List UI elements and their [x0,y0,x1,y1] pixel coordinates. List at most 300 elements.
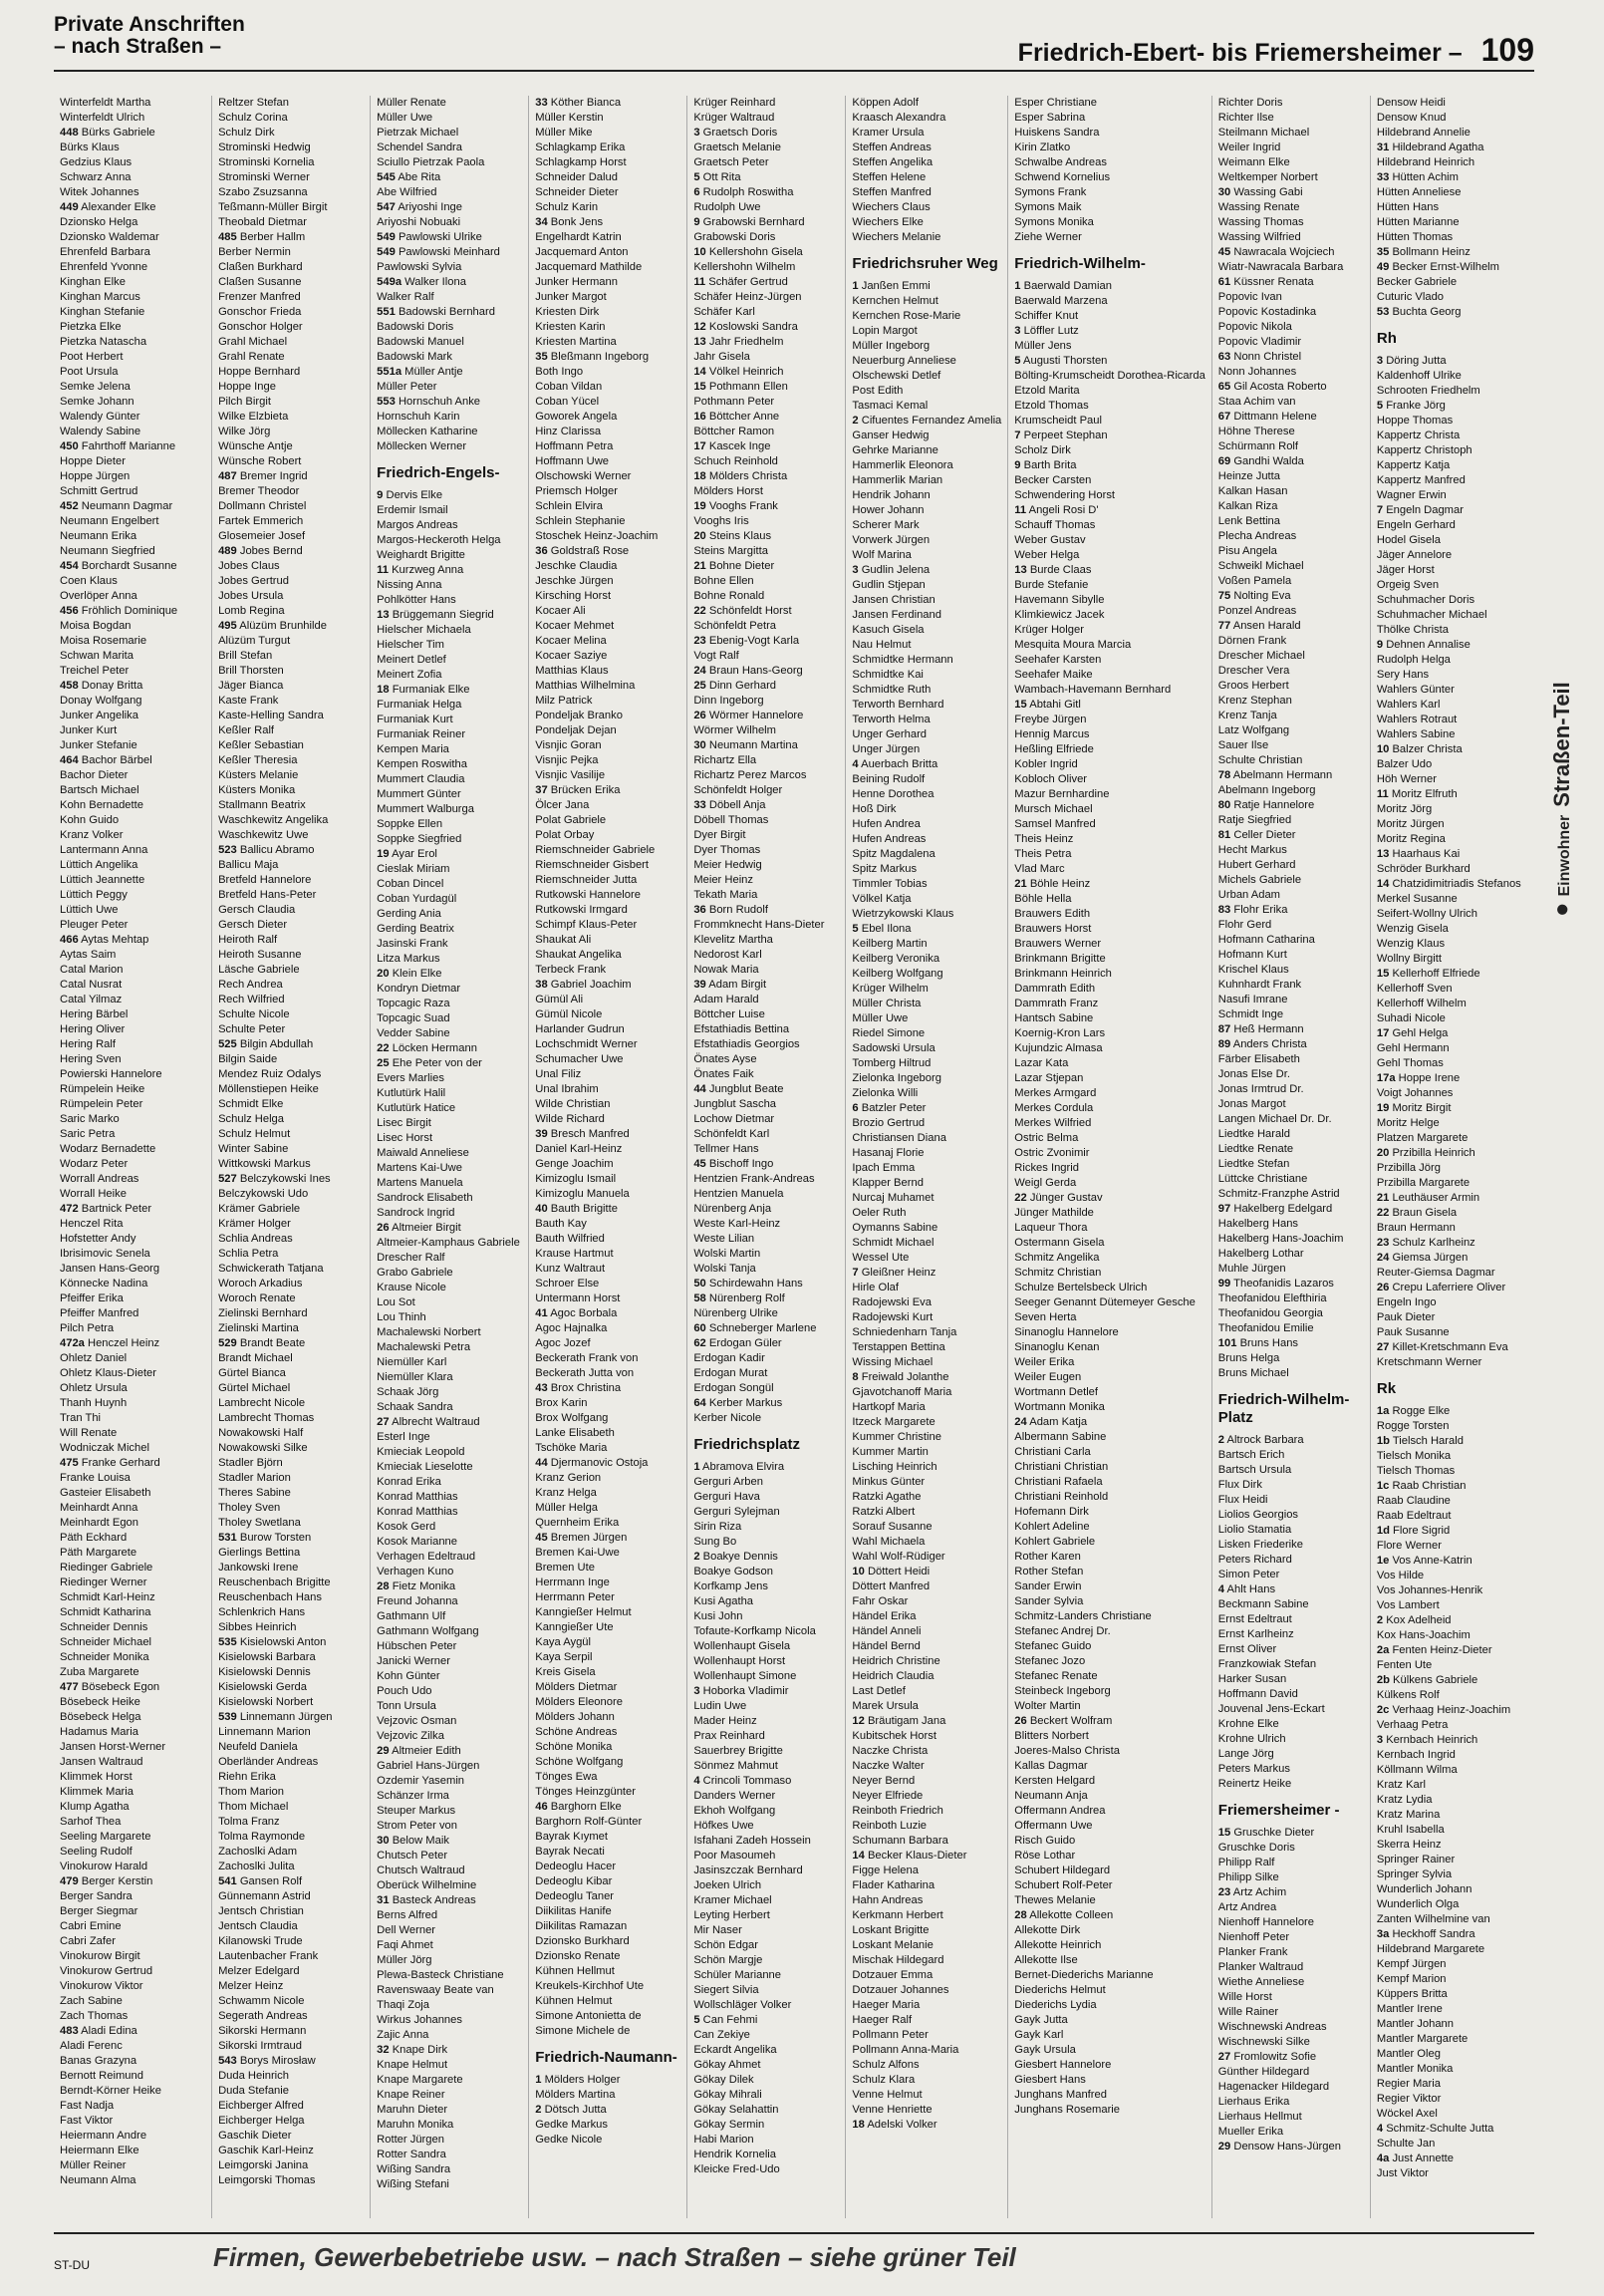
resident-entry [852,593,1001,608]
resident-name: Pfeiffer Manfred [60,1307,139,1319]
resident-entry [693,1684,839,1699]
resident-name: Böhle Hella [1014,893,1072,905]
resident-name: Oberländer Andreas [218,1756,319,1768]
resident-entry [1218,1142,1364,1157]
resident-name: Kusi John [693,1610,743,1622]
resident-entry [535,2103,680,2118]
resident-name: Quernheim Erika [535,1517,620,1529]
resident-name: Wunderlich Olga [1376,1898,1460,1910]
resident-entry [377,802,522,817]
resident-entry [1218,2080,1364,2095]
resident-entry [218,858,364,873]
resident-entry [1014,1281,1205,1295]
resident-name: Groos Herbert [1217,680,1289,692]
resident-name: Semke Jelena [60,381,131,393]
resident-entry [377,1176,522,1191]
resident-name: Graetsch Melanie [693,142,781,153]
resident-name: Gerguri Arben [693,1476,763,1488]
resident-name: Popovic Nikola [1217,321,1292,333]
resident-name: Kohlert Adeline [1014,1521,1090,1533]
resident-entry [693,1535,839,1550]
resident-name: Merkes Wilfried [1014,1117,1092,1129]
resident-name: Gasteier Elisabeth [60,1487,151,1499]
resident-name: Krohne Elke [1217,1718,1279,1730]
resident-name: Kinghan Stefanie [60,306,145,318]
resident-entry [852,2118,1001,2133]
resident-entry [852,1101,1001,1116]
resident-name: Grabowski Doris [693,231,776,243]
house-number: 45 [535,1532,548,1544]
resident-entry [377,1520,522,1535]
resident-name: Unger Jürgen [852,743,921,755]
resident-name: Tielsch Harald [1392,1435,1464,1447]
resident-name: Agoc Jozef [535,1337,591,1349]
resident-name: Theres Sabine [218,1487,291,1499]
resident-name: Schuhmacher Doris [1376,594,1475,606]
resident-entry [1014,862,1205,877]
resident-name: Terworth Helma [852,714,931,725]
resident-name: Lautenbacher Frank [218,1950,319,1962]
resident-entry [377,937,522,952]
resident-name: Ansen Harald [1232,620,1301,632]
resident-entry [1377,922,1522,937]
resident-name: Linnemann Jürgen [239,1711,333,1723]
resident-entry [693,1351,839,1366]
resident-name: Gandhi Walda [1233,455,1304,467]
resident-name: Pauk Susanne [1376,1326,1450,1338]
resident-name: Kohlert Gabriele [1014,1536,1096,1548]
resident-name: Abramova Elvira [702,1461,785,1473]
resident-name: Keßler Sebastian [218,739,304,751]
resident-name: Schwickerath Tatjana [218,1263,324,1275]
resident-entry [852,1400,1001,1415]
street-heading: Friedrich-Wilhelm-Platz [1217,1391,1350,1426]
resident-entry [218,798,364,813]
resident-entry [377,877,522,892]
resident-name: Kalkan Hasan [1217,485,1288,497]
house-number: 1c [1376,1480,1390,1492]
resident-name: Gehl Thomas [1376,1057,1444,1069]
resident-entry [852,772,1001,787]
resident-name: Lambrecht Thomas [218,1412,315,1424]
resident-name: Erdogan Kadir [693,1352,765,1364]
resident-name: Schmidtke Ruth [852,684,932,696]
resident-entry [60,544,205,559]
resident-entry [535,350,680,365]
resident-entry [218,1994,364,2009]
resident-entry [693,499,839,514]
resident-entry [535,828,680,843]
resident-name: Meinhardt Egon [60,1517,138,1529]
house-number: 485 [218,231,237,243]
resident-name: Prax Reinhard [693,1730,765,1742]
resident-entry [1014,787,1205,802]
resident-name: Hübschen Peter [377,1640,457,1652]
resident-name: Borys Mirosław [239,2055,316,2067]
resident-entry [535,1142,680,1157]
house-number: 531 [218,1532,237,1544]
resident-name: Koernig-Kron Lars [1014,1027,1106,1039]
resident-name: Brauwers Horst [1014,923,1092,935]
resident-entry [693,1277,839,1292]
resident-entry [60,200,205,215]
resident-entry [1218,1538,1364,1553]
resident-name: Sung Bo [693,1536,737,1548]
resident-entry [852,1221,1001,1236]
resident-entry [1014,1430,1205,1445]
resident-entry [60,1815,205,1830]
resident-entry [218,2069,364,2084]
resident-entry [535,514,680,529]
resident-entry [1377,230,1522,245]
house-number: 452 [60,500,79,512]
resident-name: Gonschor Holger [218,321,303,333]
resident-name: Grabowski Bernhard [702,216,805,228]
resident-name: Wessel Ute [852,1252,910,1264]
resident-entry [1014,1864,1205,1878]
resident-entry [535,978,680,993]
resident-entry [693,1460,839,1475]
resident-entry [535,753,680,768]
resident-name: Grahl Michael [218,336,288,348]
resident-name: Rümpelein Heike [60,1083,145,1095]
resident-entry [377,425,522,439]
house-number: 5 [693,2014,700,2026]
resident-entry [1014,1146,1205,1161]
resident-entry [377,350,522,365]
resident-name: Wodniczak Michel [60,1442,149,1454]
resident-name: Moritz Jürgen [1376,818,1445,830]
resident-name: Semke Johann [60,396,134,408]
house-number: 33 [535,97,548,109]
resident-name: Wollny Birgitt [1376,953,1442,965]
resident-entry [218,2173,364,2188]
house-number: 64 [693,1397,706,1409]
directory-column [846,96,1008,2218]
resident-name: Kummer Christine [852,1431,941,1443]
resident-name: Tolma Franz [218,1816,280,1828]
resident-entry [535,858,680,873]
resident-name: Oberück Wilhelmine [377,1879,477,1891]
resident-name: Lou Sot [377,1296,415,1308]
resident-entry [377,2148,522,2162]
resident-name: Kriesten Martina [535,336,617,348]
resident-entry [60,126,205,141]
resident-entry [218,1202,364,1217]
resident-entry [1218,1202,1364,1217]
resident-name: Schmitt Gertrud [60,485,138,497]
resident-entry [218,111,364,126]
resident-name: Becker Ernst-Wilhelm [1392,261,1499,273]
resident-name: Diederichs Lydia [1014,1999,1097,2011]
resident-entry [1014,111,1205,126]
resident-name: Nonn Johannes [1217,366,1297,378]
resident-name: Laqueur Thora [1014,1222,1088,1234]
resident-entry [1014,2028,1205,2043]
resident-entry [218,514,364,529]
house-number: 9 [377,489,384,501]
resident-entry [1377,1748,1522,1763]
resident-entry [1377,2047,1522,2062]
resident-entry [60,1082,205,1097]
resident-name: Nawracala Wojciech [1233,246,1335,258]
resident-entry [1377,1041,1522,1056]
resident-name: Below Maik [392,1835,449,1847]
resident-name: Dedeoglu Hacer [535,1861,617,1872]
resident-name: Altmeier Edith [392,1745,461,1757]
house-number: 15 [693,381,706,393]
resident-entry [218,694,364,709]
resident-entry [218,1217,364,1232]
house-number: 5 [1376,400,1384,412]
resident-entry [218,141,364,155]
resident-entry [535,1247,680,1262]
resident-name: Hoppe Bernhard [218,366,301,378]
resident-entry [693,1789,839,1804]
resident-entry [377,1819,522,1834]
resident-name: Moisa Rosemarie [60,635,147,647]
resident-name: Neumann Martina [708,739,798,751]
resident-entry [535,664,680,679]
resident-name: Mölders Christa [708,470,788,482]
resident-entry [60,1501,205,1516]
resident-name: Just Viktor [1376,2167,1429,2179]
resident-entry [1377,215,1522,230]
resident-entry [377,1011,522,1026]
resident-name: Esper Sabrina [1014,112,1086,124]
resident-entry [1377,1355,1522,1370]
resident-entry [60,1037,205,1052]
resident-entry [535,1456,680,1471]
resident-entry [377,847,522,862]
resident-entry [1014,757,1205,772]
resident-entry [1014,922,1205,937]
resident-name: Ernst Edeltraut [1217,1613,1292,1625]
resident-entry [852,1430,1001,1445]
resident-entry [60,1426,205,1441]
house-number: 489 [218,545,237,557]
resident-name: Polat Orbay [535,829,595,841]
resident-name: Untermann Horst [535,1292,621,1304]
resident-name: Flux Heidi [1217,1494,1268,1506]
resident-entry [1218,395,1364,410]
resident-name: Krenz Stephan [1217,695,1292,707]
resident-entry [1377,1838,1522,1853]
resident-entry [1377,2017,1522,2032]
resident-name: Efstathiadis Georgios [693,1038,800,1050]
resident-entry [1218,1960,1364,1975]
resident-name: Ekhoh Wolfgang [693,1805,776,1817]
resident-name: Planker Frank [1217,1946,1288,1958]
resident-name: Bohne Dieter [708,560,775,572]
resident-name: Grabo Gabriele [377,1267,453,1279]
resident-entry [218,320,364,335]
resident-name: Jeschke Jürgen [535,575,614,587]
resident-name: Crepu Laferriere Oliver [1392,1282,1506,1293]
resident-name: Sadowski Ursula [852,1042,936,1054]
resident-entry [693,185,839,200]
resident-entry [535,1202,680,1217]
resident-name: Born Rudolf [708,904,768,916]
resident-name: Ozdemir Yasemin [377,1775,465,1787]
resident-entry [218,634,364,649]
resident-entry [693,514,839,529]
resident-entry [218,664,364,679]
resident-entry [535,1620,680,1635]
resident-entry [1218,1717,1364,1732]
resident-name: Pollmann Peter [852,2029,929,2041]
resident-name: Christiani Carla [1014,1446,1091,1458]
resident-entry [377,1684,522,1699]
resident-entry [852,802,1001,817]
resident-entry [377,141,522,155]
resident-name: Jonas Irmtrud Dr. [1217,1083,1304,1095]
resident-entry [60,1889,205,1904]
resident-name: Raab Claudine [1376,1495,1451,1507]
resident-name: Hildebrand Heinrich [1376,156,1475,168]
resident-name: Hornschuh Anke [398,396,481,408]
resident-name: Gerguri Sylejman [693,1506,780,1518]
house-number: 12 [693,321,706,333]
resident-entry [377,1774,522,1789]
resident-name: Wahlers Sabine [1376,728,1456,740]
resident-entry [218,96,364,111]
house-number: 464 [60,754,79,766]
resident-entry [1218,2020,1364,2035]
resident-entry [1218,589,1364,604]
house-number: 11 [1376,788,1389,800]
resident-name: Hoppe Jürgen [60,470,131,482]
resident-name: Nienhoff Peter [1217,1931,1290,1943]
resident-name: Hering Oliver [60,1023,126,1035]
resident-name: Höh Werner [1376,773,1437,785]
resident-name: Esper Christiane [1014,97,1097,109]
resident-entry [1377,1011,1522,1026]
resident-name: Klapper Bernd [852,1177,924,1189]
resident-name: Schulz Alfons [852,2059,920,2071]
resident-name: Neuerburg Anneliese [852,355,956,367]
resident-entry [693,1187,839,1202]
resident-name: Grahl Renate [218,351,285,363]
resident-name: Theis Petra [1014,848,1072,860]
resident-entry [852,847,1001,862]
house-number: 60 [693,1322,706,1334]
resident-name: Müller Jens [1014,340,1072,352]
resident-name: Heiroth Susanne [218,949,302,961]
resident-entry [1218,1052,1364,1067]
resident-entry [852,1729,1001,1744]
resident-name: Vejzovic Zilka [377,1730,444,1742]
resident-name: Kellerhoff Elfriede [1392,968,1480,980]
resident-name: Regier Maria [1376,2078,1441,2090]
resident-name: Lomb Regina [218,605,285,617]
resident-name: Kriesten Karin [535,321,606,333]
resident-entry [218,1022,364,1037]
resident-name: Offermann Andrea [1014,1805,1106,1817]
resident-name: Lanke Elisabeth [535,1427,615,1439]
resident-name: Kmieciak Leopold [377,1446,465,1458]
resident-name: Hoppe Irene [1398,1072,1461,1084]
resident-entry [377,1878,522,1893]
resident-name: Matthias Wilhelmina [535,680,636,692]
resident-name: Bremen Ute [535,1562,595,1574]
resident-name: Schuch Reinhold [693,455,778,467]
resident-entry [852,1684,1001,1699]
resident-entry [852,1116,1001,1131]
resident-name: Herrmann Inge [535,1577,610,1588]
resident-entry [1218,1612,1364,1627]
resident-entry [535,365,680,380]
resident-name: Kappertz Christoph [1376,444,1472,456]
resident-name: Kox Adelheid [1386,1614,1452,1626]
resident-entry [535,873,680,888]
resident-name: Banas Grazyna [60,2055,137,2067]
resident-entry [852,473,1001,488]
resident-entry [1218,1067,1364,1082]
resident-entry [693,664,839,679]
resident-name: Müller Antje [404,366,463,378]
resident-name: Ziehe Werner [1014,231,1082,243]
resident-entry [852,155,1001,170]
resident-entry [852,1819,1001,1834]
resident-entry [1014,727,1205,742]
resident-entry [1014,982,1205,997]
resident-entry [852,1041,1001,1056]
resident-entry [218,918,364,933]
resident-name: Thanh Huynh [60,1397,128,1409]
resident-name: Catal Yilmaz [60,994,123,1005]
resident-entry [1014,1460,1205,1475]
house-number: 39 [535,1128,548,1140]
resident-entry [1377,1882,1522,1897]
resident-entry [1218,170,1364,185]
resident-entry [377,1340,522,1355]
resident-name: Steilmann Michael [1217,127,1310,139]
resident-name: Henne Dorothea [852,788,935,800]
resident-entry [218,619,364,634]
resident-entry [218,1725,364,1740]
resident-name: Schüler Marianne [693,1969,781,1981]
resident-name: Bachor Dieter [60,769,129,781]
resident-entry [60,664,205,679]
resident-name: Siegert Silvia [693,1984,759,1996]
resident-name: Walendy Sabine [60,426,141,437]
resident-name: Günther Hildegard [1217,2066,1310,2078]
resident-entry [693,1505,839,1520]
resident-name: Ölcer Jana [535,799,590,811]
house-number: 551 [377,306,396,318]
resident-name: Brozio Gertrud [852,1117,926,1129]
resident-entry [60,260,205,275]
resident-name: Junker Stefanie [60,739,137,751]
resident-entry [377,727,522,742]
resident-entry [852,2028,1001,2043]
resident-name: Zach Sabine [60,1995,123,2007]
resident-entry [1014,1684,1205,1699]
resident-entry [218,1486,364,1501]
resident-name: Bruns Helga [1217,1352,1280,1364]
resident-name: Dell Werner [377,1924,436,1936]
resident-name: Schmidt Katharina [60,1606,151,1618]
resident-entry [1014,1116,1205,1131]
resident-name: Verhaag Heinz-Joachim [1392,1704,1511,1716]
resident-entry [693,1864,839,1878]
resident-name: Keßler Ralf [218,724,275,736]
directory-columns [54,96,1528,2218]
resident-name: Christiani Reinhold [1014,1491,1109,1503]
resident-name: Schlia Petra [218,1248,279,1260]
resident-entry [1377,757,1522,772]
